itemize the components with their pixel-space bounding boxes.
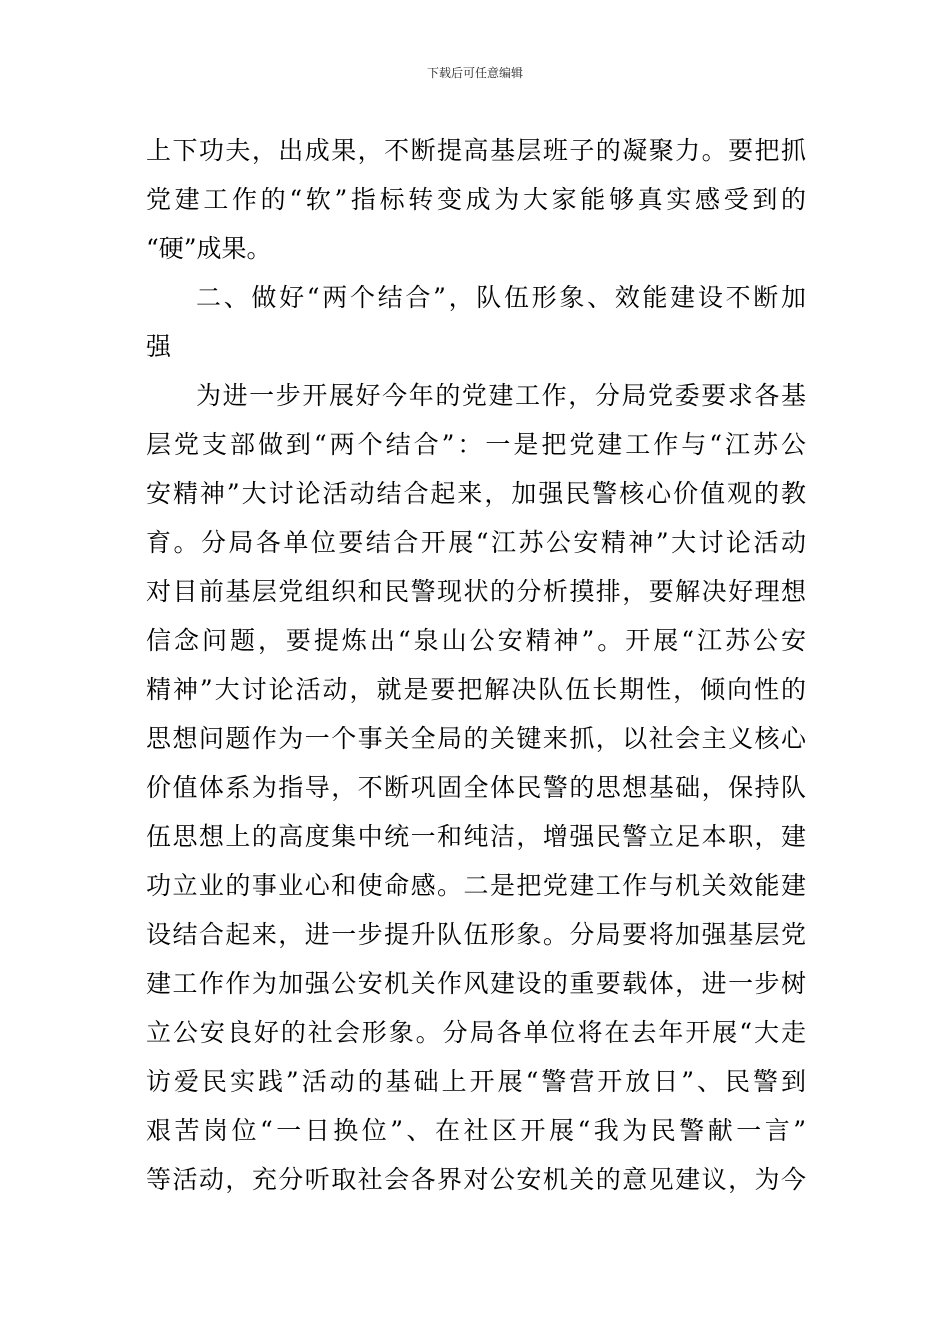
page-header-note: 下载后可任意编辑 xyxy=(426,66,523,80)
document-line: 价值体系为指导，不断巩固全体民警的思想基础，保持队 xyxy=(146,773,806,802)
document-line: 层党支部做到“两个结合”：一是把党建工作与“江苏公 xyxy=(146,430,806,459)
document-body xyxy=(146,126,806,1204)
document-line: 育。分局各单位要结合开展“江苏公安精神”大讨论活动 xyxy=(146,528,806,557)
document-line: 二、做好“两个结合”，队伍形象、效能建设不断加 xyxy=(196,283,806,312)
document-line: 设结合起来，进一步提升队伍形象。分局要将加强基层党 xyxy=(146,920,806,949)
document-line: 思想问题作为一个事关全局的关键来抓，以社会主义核心 xyxy=(146,724,806,753)
document-line: 建工作作为加强公安机关作风建设的重要载体，进一步树 xyxy=(146,969,806,998)
document-line: 精神”大讨论活动，就是要把解决队伍长期性，倾向性的 xyxy=(146,675,806,704)
document-line: 安精神”大讨论活动结合起来，加强民警核心价值观的教 xyxy=(146,479,806,508)
document-line: 信念问题，要提炼出“泉山公安精神”。开展“江苏公安 xyxy=(146,626,806,655)
document-line: 对目前基层党组织和民警现状的分析摸排，要解决好理想 xyxy=(146,577,806,606)
document-line: 党建工作的“软”指标转变成为大家能够真实感受到的 xyxy=(146,185,806,214)
document-line: 艰苦岗位“一日换位”、在社区开展“我为民警献一言” xyxy=(146,1116,806,1145)
document-line: 立公安良好的社会形象。分局各单位将在去年开展“大走 xyxy=(146,1018,806,1047)
document-line: “硬”成果。 xyxy=(146,234,272,263)
document-line: 强 xyxy=(146,332,172,361)
document-line: 上下功夫，出成果，不断提高基层班子的凝聚力。要把抓 xyxy=(146,136,806,165)
document-line: 为进一步开展好今年的党建工作，分局党委要求各基 xyxy=(196,381,806,410)
document-line: 访爱民实践”活动的基础上开展“警营开放日”、民警到 xyxy=(146,1067,806,1096)
document-line: 功立业的事业心和使命感。二是把党建工作与机关效能建 xyxy=(146,871,806,900)
document-line: 等活动，充分听取社会各界对公安机关的意见建议，为今 xyxy=(146,1165,806,1194)
document-line: 伍思想上的高度集中统一和纯洁，增强民警立足本职，建 xyxy=(146,822,806,851)
